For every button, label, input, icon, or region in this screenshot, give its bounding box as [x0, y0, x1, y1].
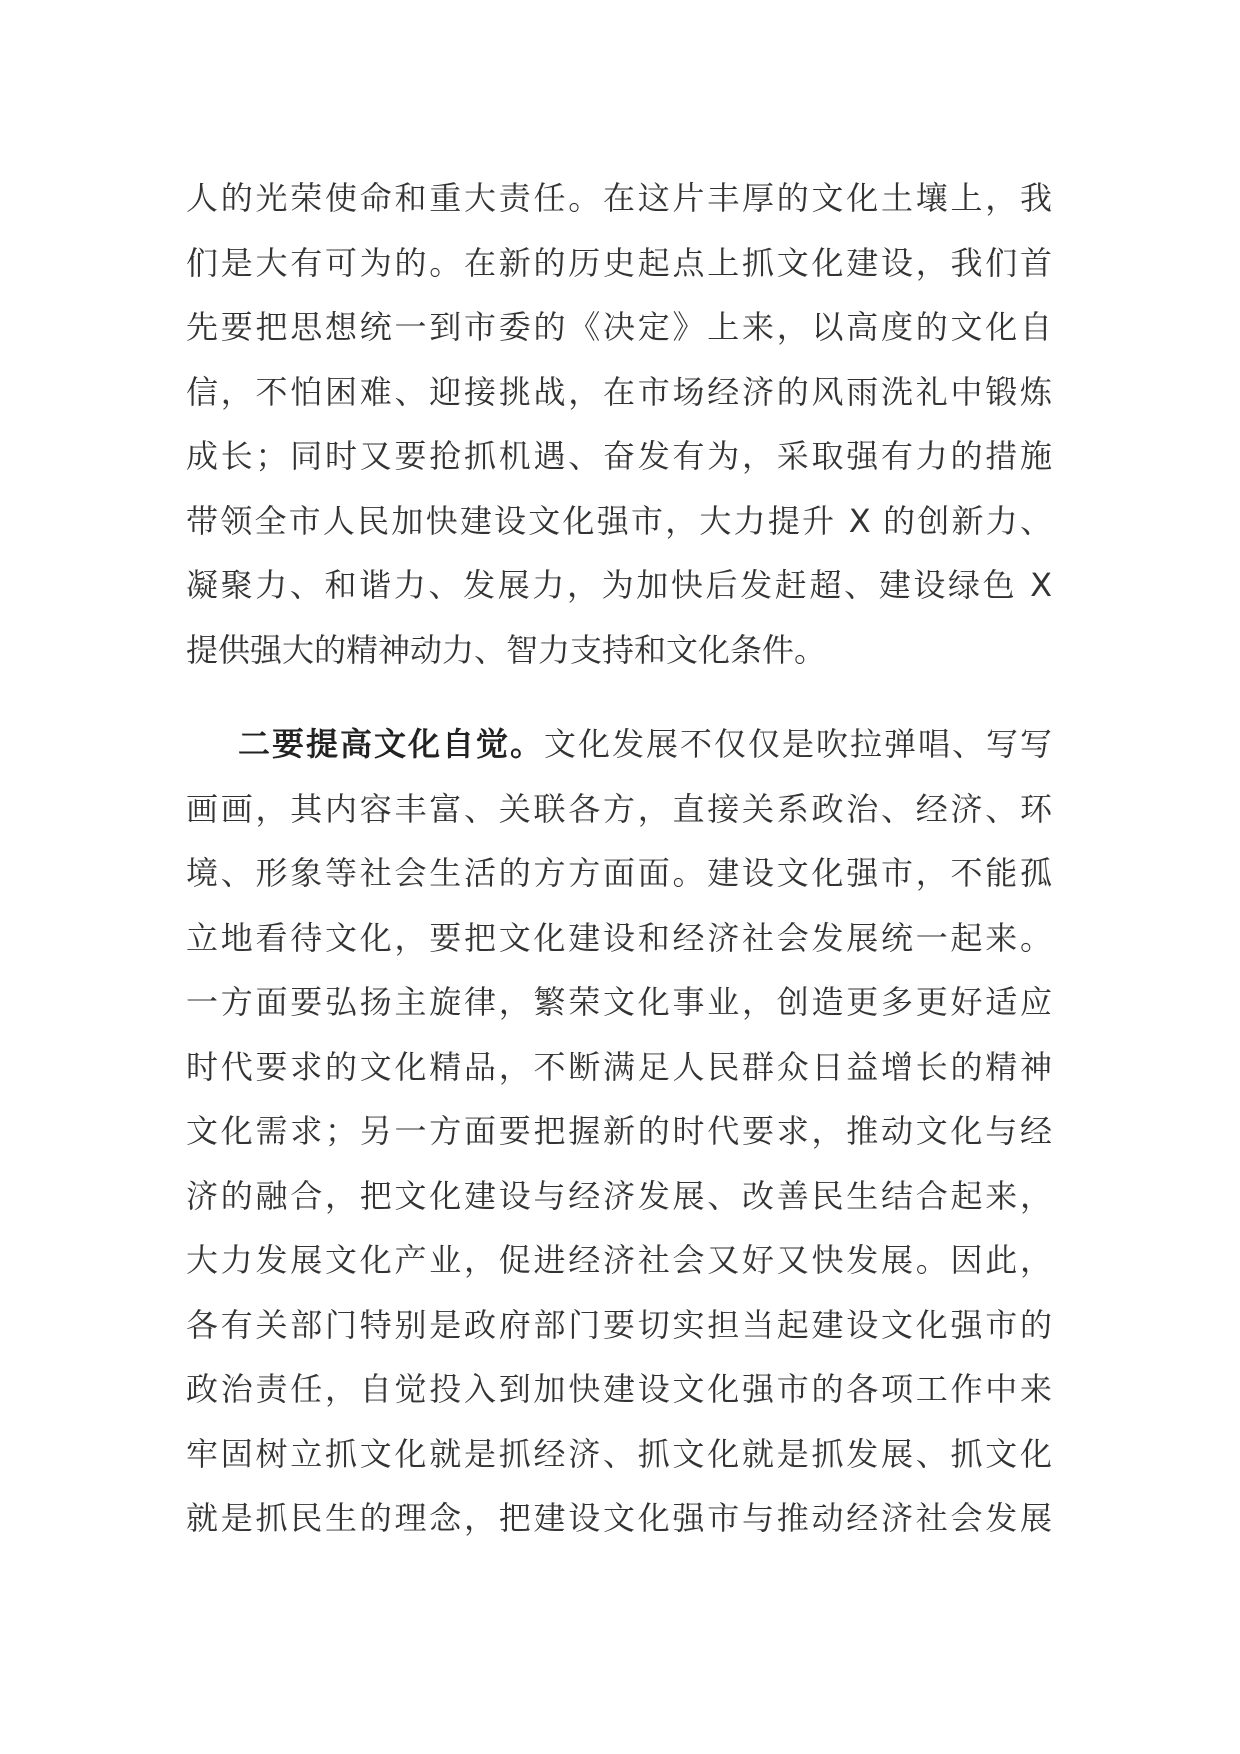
paragraph-line: 带领全市人民加快建设文化强市，大力提升 X 的创新力、 [186, 501, 1052, 540]
paragraph-line: 就是抓民生的理念，把建设文化强市与推动经济社会发展 [186, 1499, 1052, 1537]
paragraph-line: 画画，其内容丰富、关联各方，直接关系政治、经济、环 [186, 789, 1052, 828]
paragraph-line: 时代要求的文化精品，不断满足人民群众日益增长的精神 [186, 1047, 1052, 1086]
paragraph-1 [186, 166, 1052, 682]
paragraph-line: 济的融合，把文化建设与经济发展、改善民生结合起来， [186, 1176, 1052, 1215]
paragraph-first-line [186, 712, 1052, 777]
paragraph-line: 文化需求；另一方面要把握新的时代要求，推动文化与经 [186, 1112, 1052, 1150]
paragraph-line: 各有关部门特别是政府部门要切实担当起建设文化强市的 [186, 1305, 1052, 1344]
paragraph-line: 凝聚力、和谐力、发展力，为加快后发赶超、建设绿色 X [186, 566, 1052, 604]
paragraph-line: 政治责任，自觉投入到加快建设文化强市的各项工作中来 [186, 1370, 1052, 1408]
paragraph-line: 境、形象等社会生活的方方面面。建设文化强市，不能孤 [186, 854, 1052, 892]
paragraph-line: 成长；同时又要抢抓机遇、奋发有为，采取强有力的措施 [186, 437, 1052, 475]
paragraph-line: 牢固树立抓文化就是抓经济、抓文化就是抓发展、抓文化 [186, 1434, 1052, 1473]
paragraph-line: 们是大有可为的。在新的历史起点上抓文化建设，我们首 [186, 243, 1052, 282]
paragraph-line: 大力发展文化产业，促进经济社会又好又快发展。因此， [186, 1241, 1052, 1279]
paragraph-line: 一方面要弘扬主旋律，繁荣文化事业，创造更多更好适应 [186, 983, 1052, 1021]
section-heading: 二要提高文化自觉。 [238, 725, 544, 763]
paragraph-2 [186, 712, 1052, 1551]
paragraph-line: 提供强大的精神动力、智力支持和文化条件。 [186, 630, 827, 669]
paragraph-line: 人的光荣使命和重大责任。在这片丰厚的文化土壤上，我 [186, 179, 1052, 217]
paragraph-line: 立地看待文化，要把文化建设和经济社会发展统一起来。 [186, 918, 1052, 957]
paragraph-line: 先要把思想统一到市委的《决定》上来，以高度的文化自 [186, 308, 1052, 346]
paragraph-text: 文化发展不仅仅是吹拉弹唱、写写 [544, 725, 1052, 763]
document-body [186, 166, 1052, 1551]
paragraph-spacer [186, 682, 1052, 712]
paragraph-line: 信，不怕困难、迎接挑战，在市场经济的风雨洗礼中锻炼 [186, 372, 1052, 411]
